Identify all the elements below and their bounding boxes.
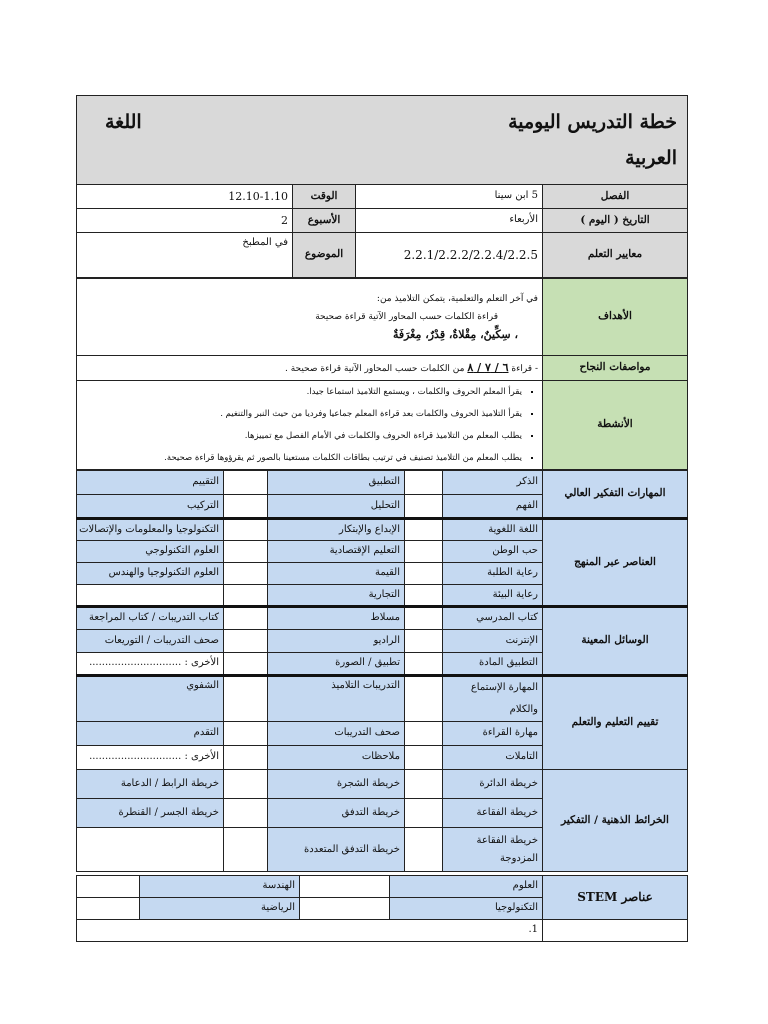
date-label: التاريخ ( اليوم ): [543, 209, 688, 233]
activity-item: ▪ يطلب المعلم من التلاميذ قراءة الحروف والكلمات في الأمام الفصل مع تمييزها.: [81, 425, 522, 447]
objectives-table: [76, 278, 688, 470]
checkbox-cell[interactable]: [224, 799, 268, 828]
hots-cell: الذكر: [443, 471, 543, 495]
aids-cell: الإنترنت: [443, 630, 543, 653]
aids-cell: مسلاط: [268, 607, 405, 630]
checkbox-cell[interactable]: [405, 828, 443, 872]
maps-cell: خريطة الشجرة: [268, 770, 405, 799]
hots-cell: التركيب: [77, 495, 224, 519]
aids-label: الوسائل المعينة: [543, 607, 688, 676]
objectives-line1: قراءة الكلمات حسب المحاور الآتية قراءة صحيحة: [315, 312, 498, 322]
cross-cell: التكنولوجيا والمعلومات والإتصالات: [77, 519, 224, 541]
checkbox-cell[interactable]: [224, 585, 268, 607]
week-label: الأسبوع: [293, 209, 356, 233]
time-value: 12.10-1.10: [76, 185, 292, 209]
checkbox-cell[interactable]: [224, 828, 268, 872]
maps-cell: خريطة الدائرة: [443, 770, 543, 799]
checkbox-cell[interactable]: [405, 770, 443, 799]
hots-cell: الفهم: [443, 495, 543, 519]
success-label: مواصفات النجاح: [543, 356, 688, 381]
checkbox-cell[interactable]: [300, 876, 390, 898]
activity-item: ▪ يقرأ المعلم الحروف والكلمات ، ويستمع التلاميذ استماعا جيدا.: [81, 381, 522, 403]
checkbox-cell[interactable]: [405, 519, 443, 541]
lesson-plan: [77, 95, 688, 942]
activity-item: ▪ يطلب المعلم من التلاميذ تصنيف في ترتيب بطاقات الكلمات مستعينا بالصور ثم يقرؤوها قراءة صحيحة.: [81, 447, 522, 469]
cross-cell: العلوم التكنولوجيا والهندس: [77, 563, 224, 585]
empty-cell: [77, 828, 224, 872]
cross-cell: رعاية البيئة: [443, 585, 543, 607]
maps-cell: خريطة التدفق: [268, 799, 405, 828]
cross-cell: التجارية: [268, 585, 405, 607]
checkbox-cell[interactable]: [405, 607, 443, 630]
activities-list: [81, 381, 538, 469]
success-content: [77, 356, 543, 381]
activities-label: الأنشطة: [543, 381, 688, 470]
subject-part1: اللغة: [104, 110, 142, 133]
hots-cell: التقييم: [77, 471, 224, 495]
checkbox-cell[interactable]: [405, 585, 443, 607]
checkbox-cell[interactable]: [405, 471, 443, 495]
checkbox-cell[interactable]: [224, 607, 268, 630]
aids-cell: كتاب التدريبات / كتاب المراجعة: [77, 607, 224, 630]
checkbox-cell[interactable]: [224, 471, 268, 495]
assessment-cell: المهارة الإستماع والكلام: [443, 676, 543, 722]
checkbox-cell[interactable]: [405, 746, 443, 770]
class-label: الفصل: [543, 185, 688, 209]
aids-cell: صحف التدريبات / التوريعات: [77, 630, 224, 653]
grid-table: [76, 470, 688, 872]
success-prefix: - قراءة: [511, 363, 538, 374]
cross-cell: حب الوطن: [443, 541, 543, 563]
checkbox-cell[interactable]: [405, 653, 443, 676]
stem-label: عناصر STEM: [543, 876, 688, 920]
aids-cell: الراديو: [268, 630, 405, 653]
time-label: الوقت: [293, 185, 356, 209]
maps-cell: خريطة الفقاعة المزدوجة: [443, 828, 543, 872]
assessment-label: تقييم التعليم والتعلم: [543, 676, 688, 770]
objectives-content: [77, 279, 543, 356]
topic-label: الموضوع: [293, 233, 356, 278]
empty-cell: [77, 585, 224, 607]
assessment-cell: التقدم: [77, 722, 224, 746]
cross-cell: الإبداع والإبتكار: [268, 519, 405, 541]
cross-cell: التعليم الإقتصادية: [268, 541, 405, 563]
checkbox-cell[interactable]: [405, 495, 443, 519]
maps-cell: خريطة الفقاعة: [443, 799, 543, 828]
checkbox-cell[interactable]: [77, 876, 140, 898]
stem-cell: الرياضية: [140, 898, 300, 920]
stem-footer: 1.: [77, 920, 543, 942]
success-suffix: من الكلمات حسب المحاور الآتية قراءة صحيحة .: [284, 363, 465, 374]
maps-cell: خريطة الرابط / الدعامة: [77, 770, 224, 799]
objectives-intro: في آخر التعلم والتعلمية، يتمكن التلاميذ من:: [376, 294, 538, 304]
checkbox-cell[interactable]: [224, 770, 268, 799]
objectives-words: ، سِكِّينٌ، مِقْلاةٌ، قِدْرٌ، مِغْرَفَةٌ: [392, 328, 518, 341]
assessment-cell: صحف التدريبات: [268, 722, 405, 746]
aids-cell: تطبيق / الصورة: [268, 653, 405, 676]
maps-cell: خريطة الجسر / القنطرة: [77, 799, 224, 828]
maps-cell: خريطة التدفق المتعددة: [268, 828, 405, 872]
title-cell: [76, 96, 687, 185]
standards-value: 2.2.1/2.2.2/2.2.4/2.2.5: [356, 233, 543, 278]
aids-other-cell[interactable]: الأخرى : .............................: [77, 653, 224, 676]
checkbox-cell[interactable]: [77, 898, 140, 920]
checkbox-cell[interactable]: [224, 676, 268, 722]
cross-cell: القيمة: [268, 563, 405, 585]
checkbox-cell[interactable]: [224, 519, 268, 541]
objectives-label: الأهداف: [543, 279, 688, 356]
date-value: الأربعاء: [356, 209, 543, 233]
activities-content: [77, 381, 543, 470]
aids-cell: التطبيق المادة: [443, 653, 543, 676]
header-table: [76, 95, 688, 278]
checkbox-cell[interactable]: [224, 746, 268, 770]
checkbox-cell[interactable]: [405, 676, 443, 722]
cross-label: العناصر عبر المنهج: [543, 519, 688, 607]
hots-cell: التطبيق: [268, 471, 405, 495]
week-value: 2: [76, 209, 292, 233]
assessment-cell: التدريبات التلاميذ: [268, 676, 405, 722]
checkbox-cell[interactable]: [224, 541, 268, 563]
assessment-cell: مهارة القراءة: [443, 722, 543, 746]
empty-cell: [543, 920, 688, 942]
aids-cell: كتاب المدرسي: [443, 607, 543, 630]
checkbox-cell[interactable]: [224, 563, 268, 585]
checkbox-cell[interactable]: [300, 898, 390, 920]
checkbox-cell[interactable]: [405, 541, 443, 563]
assessment-cell: ملاحظات: [268, 746, 405, 770]
maps-label: الخرائط الذهنية / التفكير: [543, 770, 688, 872]
checkbox-cell[interactable]: [405, 722, 443, 746]
success-ratio: ٦ / ٧ / ٨: [467, 360, 509, 374]
class-value: 5 ابن سينا: [356, 185, 543, 209]
hots-label: المهارات التفكير العالي: [543, 471, 688, 519]
checkbox-cell[interactable]: [224, 722, 268, 746]
stem-table: [76, 875, 688, 942]
standards-label: معايير التعلم: [543, 233, 688, 278]
stem-cell: العلوم: [390, 876, 543, 898]
checkbox-cell[interactable]: [405, 630, 443, 653]
topic-value: في المطبخ: [76, 233, 292, 278]
hots-cell: التحليل: [268, 495, 405, 519]
checkbox-cell[interactable]: [224, 495, 268, 519]
checkbox-cell[interactable]: [405, 799, 443, 828]
assessment-cell: الشفوي: [77, 676, 224, 722]
page-title: خطة التدريس اليومية: [508, 110, 677, 133]
cross-cell: العلوم التكنولوجي: [77, 541, 224, 563]
checkbox-cell[interactable]: [405, 563, 443, 585]
assessment-other-cell[interactable]: الأخرى : .............................: [77, 746, 224, 770]
assessment-cell: التاملات: [443, 746, 543, 770]
checkbox-cell[interactable]: [224, 653, 268, 676]
stem-cell: التكنولوجيا: [390, 898, 543, 920]
subject-part2: العربية: [625, 147, 677, 169]
checkbox-cell[interactable]: [224, 630, 268, 653]
cross-cell: اللغة اللغوية: [443, 519, 543, 541]
cross-cell: رعاية الطلبة: [443, 563, 543, 585]
stem-cell: الهندسة: [140, 876, 300, 898]
activity-item: ▪ يقرأ التلاميذ الحروف والكلمات بعد قراءة المعلم جماعيا وفرديا من حيث النبر والتنغيم .: [81, 403, 522, 425]
